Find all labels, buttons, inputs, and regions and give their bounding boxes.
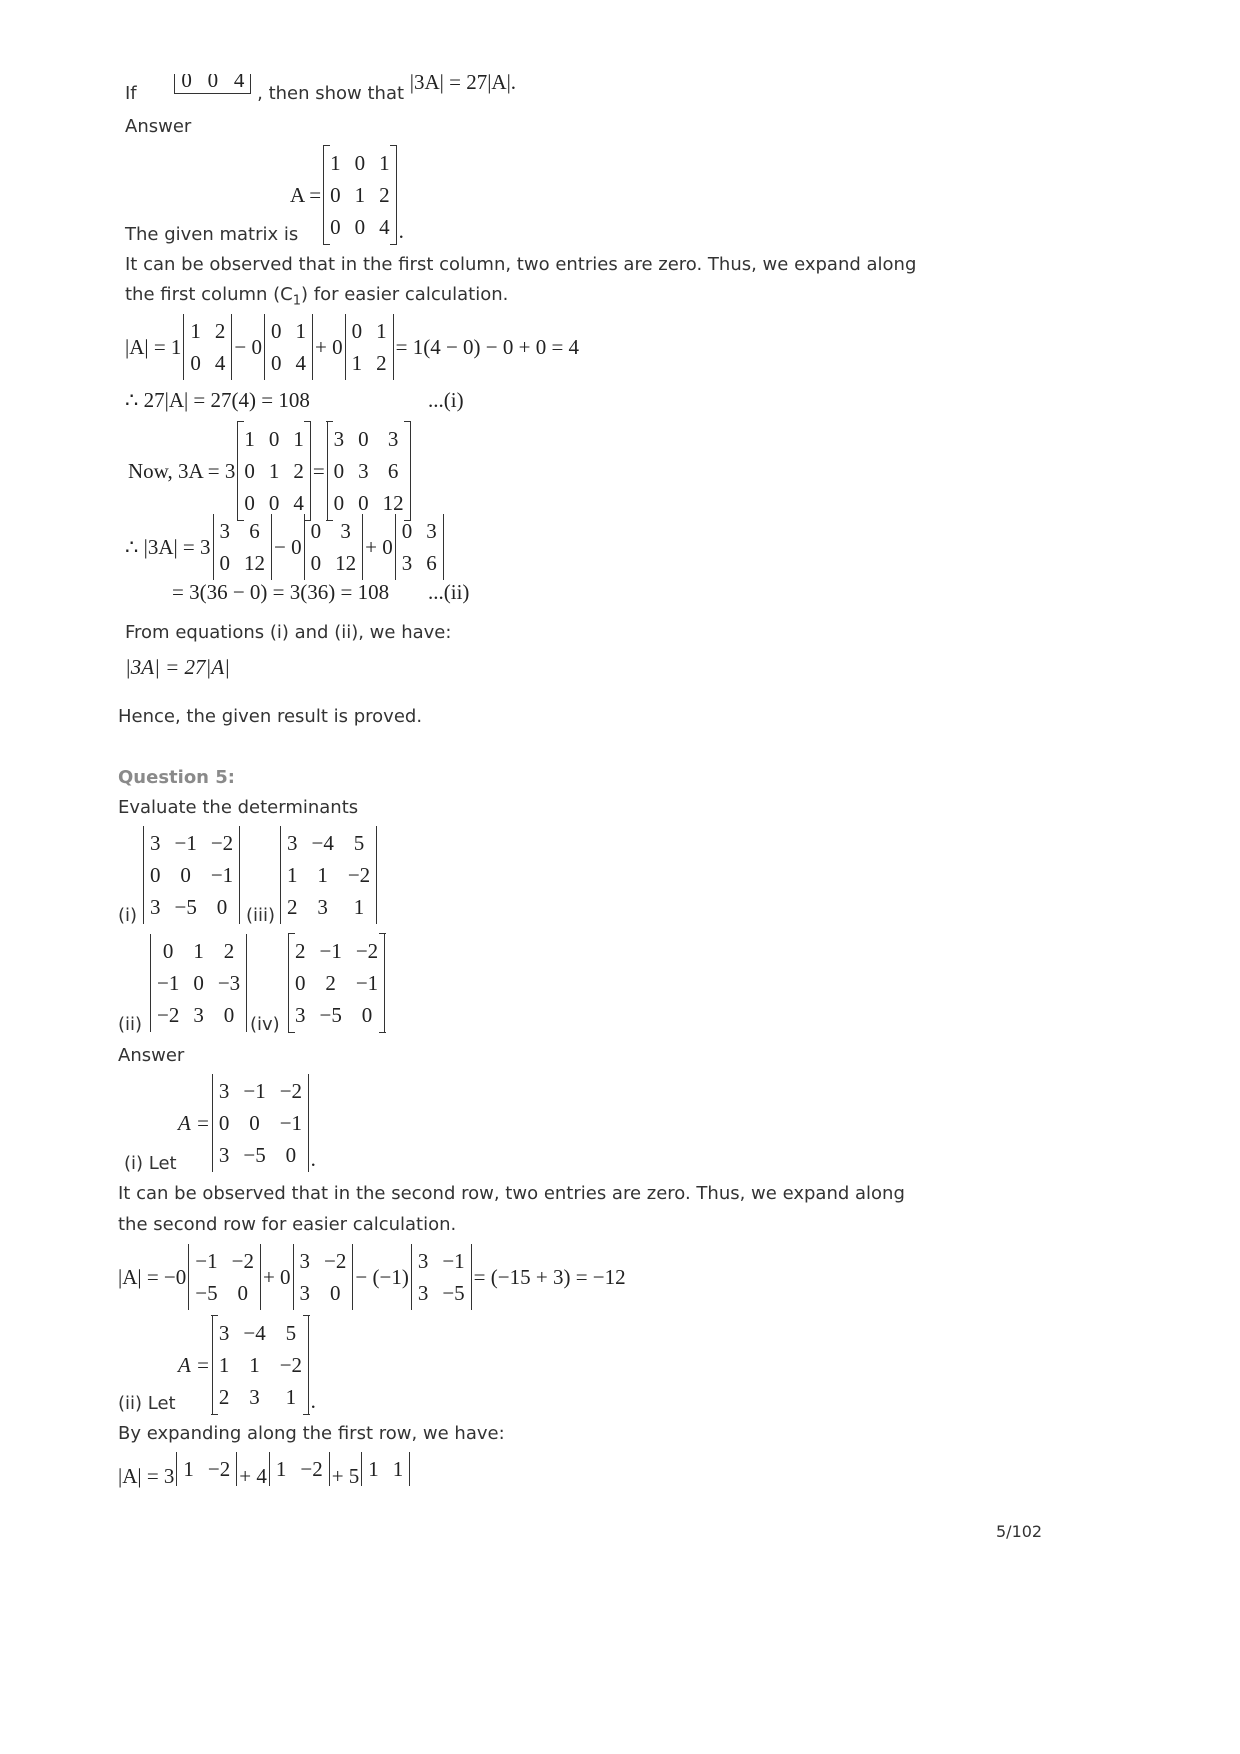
part-cell: 3 <box>150 831 161 855</box>
let-ii-cell: −2 <box>279 1353 303 1377</box>
det-i-lhs: |A| = −0 <box>118 1264 187 1289</box>
part-cell: 1 <box>287 863 298 887</box>
minor-2 <box>264 314 313 380</box>
matrix-3a-cell: 3 <box>387 427 399 451</box>
minor-3a-1 <box>213 514 273 580</box>
det-3a-lhs: ∴ |3A| = 3 <box>125 534 211 559</box>
det-ii-op-2: + 5 <box>331 1464 360 1488</box>
part-iii-det <box>280 826 377 924</box>
observation-2b: the second row for easier calculation. <box>118 1214 457 1235</box>
matrix-3a-cell: 3 <box>358 459 369 483</box>
let-ii-cell: 1 <box>249 1353 260 1377</box>
minor-1 <box>183 314 232 380</box>
part-cell: 0 <box>361 1003 373 1027</box>
part-cell: 1 <box>193 939 204 963</box>
part-cell: 3 <box>287 831 298 855</box>
minor-3a-3-cell: 6 <box>426 551 437 575</box>
minor-3 <box>345 314 394 380</box>
minor-3a-3-cell: 3 <box>426 519 437 543</box>
equation-i-tag: ...(i) <box>428 388 464 412</box>
let-ii-matrix <box>212 1316 309 1414</box>
observation-1b-text: the first column (C <box>125 284 293 305</box>
given-matrix-cell: 1 <box>379 151 390 175</box>
given-matrix-cell: 1 <box>354 183 366 207</box>
given-matrix-cell: 1 <box>330 151 341 175</box>
det-result: = 1(4 − 0) − 0 + 0 = 4 <box>395 334 580 359</box>
part-cell: 0 <box>162 939 174 963</box>
equation-i <box>125 388 310 413</box>
part-cell: 3 <box>150 895 161 919</box>
det-ii-minor-1 <box>176 1452 237 1486</box>
matrix-3a-cell: 0 <box>333 491 345 515</box>
det-i-minor-1-cell: −5 <box>195 1281 218 1305</box>
det-ii-minor-3-cell: 1 <box>392 1457 404 1481</box>
minor-1-cell: 4 <box>214 351 226 375</box>
det-ii-minor-2-cell: −2 <box>300 1457 323 1481</box>
equation-ii: = 3(36 − 0) = 3(36) = 108 <box>172 580 390 604</box>
matrix-lhs: A = <box>290 182 322 207</box>
det-ii-minor-2-cell: 1 <box>275 1457 287 1481</box>
minor-1-cell: 0 <box>190 351 201 375</box>
minor-2-cell: 0 <box>271 319 282 343</box>
equals-sign: = <box>312 458 325 483</box>
subscript-1: 1 <box>292 293 302 309</box>
det-expansion <box>125 314 579 380</box>
equation-i-text: ∴ 27|A| = 27(4) = 108 <box>125 388 310 412</box>
matrix-a-cell: 1 <box>293 427 304 451</box>
matrix-part-iv <box>288 934 385 1032</box>
matrix-a <box>237 422 311 520</box>
part-cell: −2 <box>347 863 371 887</box>
minor-3a-2 <box>304 514 364 580</box>
matrix-3a-cell: 12 <box>382 491 404 515</box>
let-ii-dot: . <box>311 1389 317 1413</box>
observation-1c-text: ) for easier calculation. <box>301 284 509 305</box>
claim-formula: |3A| = 27|A|. <box>409 74 517 94</box>
part-cell: 0 <box>295 971 306 995</box>
part-cell: 2 <box>325 971 336 995</box>
part-label-iv: (iv) <box>250 1014 280 1035</box>
given-matrix-cell: 0 <box>354 151 366 175</box>
part-label-iii: (iii) <box>246 905 276 926</box>
given-matrix-cell: 4 <box>379 215 390 239</box>
op-2: + 0 <box>315 334 343 359</box>
det-3a-block <box>125 514 444 580</box>
part-cell: 3 <box>193 1003 204 1027</box>
three-a-block <box>128 422 411 520</box>
part-cell: 1 <box>317 863 328 887</box>
det-i-minor-1 <box>188 1244 261 1310</box>
minor-3a-1-cell: 3 <box>219 519 231 543</box>
let-ii-lhs: A = <box>178 1352 210 1377</box>
part-cell: −1 <box>319 939 342 963</box>
minor-3a-2-cell: 0 <box>310 551 322 575</box>
matrix-3a <box>327 422 411 520</box>
let-i-cell: 0 <box>285 1143 297 1167</box>
part-cell: −5 <box>319 1003 342 1027</box>
let-ii-cell: 1 <box>285 1385 297 1409</box>
det-ii-minor-3-cell: 1 <box>368 1457 379 1481</box>
part-cell: −2 <box>210 831 234 855</box>
hence-proved: Hence, the given result is proved. <box>118 706 423 727</box>
matrix-a-cell: 0 <box>244 491 255 515</box>
part-cell: 1 <box>353 895 365 919</box>
det-lhs: |A| = 1 <box>125 334 182 359</box>
minor-1-cell: 2 <box>214 319 226 343</box>
minor-3a-2-cell: 0 <box>310 519 322 543</box>
matrix-a-cell: 4 <box>293 491 304 515</box>
part-cell: 3 <box>317 895 328 919</box>
det-i-result: = (−15 + 3) = −12 <box>473 1264 626 1289</box>
let-i-cell: 0 <box>249 1111 260 1135</box>
matrix-a-cell: 0 <box>268 491 280 515</box>
minor-3-cell: 2 <box>376 351 387 375</box>
part-cell: −1 <box>157 971 180 995</box>
minor-1-cell: 1 <box>190 319 201 343</box>
det-ii-lhs: |A| = 3 <box>118 1464 175 1488</box>
observation-1b <box>125 284 508 309</box>
part-cell: 5 <box>353 831 365 855</box>
part-iv-matrix <box>288 934 385 1032</box>
part-cell: 0 <box>150 863 161 887</box>
part-cell: −1 <box>210 863 234 887</box>
answer-label: Answer <box>125 116 192 137</box>
let-i-det <box>212 1074 309 1172</box>
matrix-3a-cell: 0 <box>358 491 369 515</box>
minor-3-cell: 1 <box>351 351 363 375</box>
matrix-3a-cell: 0 <box>358 427 369 451</box>
det-i-minor-1-cell: −2 <box>231 1249 254 1273</box>
part-cell: −2 <box>157 1003 180 1027</box>
det-ii-partial <box>118 1452 410 1490</box>
let-i-cell: −5 <box>243 1143 266 1167</box>
from-equations: From equations (i) and (ii), we have: <box>125 622 452 643</box>
let-i-cell: −1 <box>243 1079 266 1103</box>
part-cell: −2 <box>355 939 379 963</box>
det-part-i <box>143 826 240 924</box>
partial-matrix: 0 0 4 <box>174 74 251 94</box>
part-cell: 2 <box>295 939 306 963</box>
let-i-caption: (i) Let <box>124 1153 177 1174</box>
det-i-minor-1-cell: 0 <box>237 1281 249 1305</box>
det-ii-minor-1-cell: 1 <box>183 1457 194 1481</box>
minor-3a-1-cell: 6 <box>249 519 260 543</box>
let-i-cell: −1 <box>279 1111 303 1135</box>
det-i-minor-3-cell: −5 <box>442 1281 465 1305</box>
det-ii-op-1: + 4 <box>239 1464 267 1488</box>
let-i-cell: −2 <box>279 1079 303 1103</box>
let-i-block <box>178 1074 316 1172</box>
matrix-3a-cell: 0 <box>333 459 345 483</box>
let-ii-block <box>178 1316 316 1414</box>
part-cell: −5 <box>174 895 197 919</box>
if-word: If <box>125 83 137 104</box>
det-i-minor-3 <box>411 1244 472 1310</box>
matrix-3a-cell: 3 <box>333 427 345 451</box>
det-part-iii <box>280 826 377 924</box>
matrix-a-cell: 1 <box>244 427 255 451</box>
let-i-cell: 0 <box>218 1111 230 1135</box>
given-matrix <box>323 146 397 244</box>
minor-3a-3 <box>395 514 444 580</box>
page-number: 5/102 <box>996 1522 1043 1541</box>
observation-2: It can be observed that in the second row, two entries are zero. Thus, we expand along <box>118 1183 905 1204</box>
let-i-cell: 3 <box>218 1079 230 1103</box>
minor-2-cell: 4 <box>295 351 307 375</box>
matrix-3a-cell: 6 <box>387 459 399 483</box>
minor-3a-3-cell: 3 <box>401 551 413 575</box>
then-show-text: , then show that <box>257 83 405 104</box>
given-matrix-cell: 0 <box>330 183 341 207</box>
given-matrix-cell: 0 <box>354 215 366 239</box>
given-matrix-block <box>290 146 404 244</box>
given-matrix-cell: 0 <box>330 215 341 239</box>
part-cell: −4 <box>311 831 334 855</box>
minor-3a-2-cell: 12 <box>335 551 357 575</box>
observation-1: It can be observed that in the first column, two entries are zero. Thus, we expand along <box>125 254 917 275</box>
part-cell: 2 <box>223 939 235 963</box>
given-matrix-caption: The given matrix is <box>125 224 299 245</box>
part-cell: −3 <box>217 971 241 995</box>
question-5-heading: Question 5: <box>118 767 235 788</box>
matrix-dot: . <box>398 219 404 243</box>
minor-3a-2-cell: 3 <box>340 519 351 543</box>
det-i-minor-2 <box>293 1244 354 1310</box>
det-i-op-1: + 0 <box>262 1264 291 1289</box>
minor-3-cell: 0 <box>351 319 363 343</box>
det-i-minor-1-cell: −1 <box>195 1249 218 1273</box>
det-i-minor-3-cell: −1 <box>442 1249 465 1273</box>
matrix-a-cell: 0 <box>244 459 255 483</box>
part-cell: 0 <box>223 1003 235 1027</box>
det-i-op-2: − (−1) <box>355 1264 409 1289</box>
part-i-det <box>143 826 240 924</box>
matrix-a-cell: 1 <box>268 459 280 483</box>
det-ii-minor-2 <box>269 1452 330 1486</box>
part-label-ii: (ii) <box>118 1014 143 1035</box>
part-cell: 3 <box>295 1003 306 1027</box>
det-part-ii <box>150 934 247 1032</box>
question-5-prompt: Evaluate the determinants <box>118 797 359 818</box>
det-i-minor-3-cell: 3 <box>417 1249 429 1273</box>
let-ii-cell: 3 <box>218 1321 230 1345</box>
minor-3a-1-cell: 0 <box>219 551 231 575</box>
expand-first-row: By expanding along the first row, we have: <box>118 1423 505 1444</box>
part-cell: 0 <box>180 863 191 887</box>
op-3a-2: + 0 <box>365 534 393 559</box>
part-ii-det <box>150 934 247 1032</box>
minor-3a-1-cell: 12 <box>244 551 266 575</box>
conclusion-formula: |3A| = 27|A| <box>125 655 230 679</box>
minor-3a-3-cell: 0 <box>401 519 413 543</box>
let-i-dot: . <box>311 1147 317 1171</box>
answer-label-2: Answer <box>118 1045 185 1066</box>
part-cell: 0 <box>193 971 204 995</box>
part-label-i: (i) <box>118 905 138 926</box>
minor-3-cell: 1 <box>376 319 387 343</box>
matrix-a-cell: 2 <box>293 459 304 483</box>
let-ii-cell: 3 <box>249 1385 260 1409</box>
given-matrix-cell: 2 <box>379 183 390 207</box>
top-line <box>125 74 516 108</box>
det-i-minor-3-cell: 3 <box>417 1281 429 1305</box>
let-ii-cell: 5 <box>285 1321 297 1345</box>
let-ii-cell: −4 <box>243 1321 266 1345</box>
det-i-minor-2-cell: 0 <box>329 1281 341 1305</box>
matrix-a-cell: 0 <box>268 427 280 451</box>
op-1: − 0 <box>234 334 263 359</box>
det-ii-minor-1-cell: −2 <box>207 1457 231 1481</box>
let-ii-cell: 1 <box>218 1353 230 1377</box>
det-i-minor-2-cell: 3 <box>299 1281 311 1305</box>
det-i-minor-2-cell: 3 <box>299 1249 311 1273</box>
minor-2-cell: 1 <box>295 319 307 343</box>
part-cell: −1 <box>355 971 379 995</box>
part-cell: −1 <box>174 831 197 855</box>
minor-2-cell: 0 <box>271 351 282 375</box>
three-a-lhs: Now, 3A = 3 <box>128 458 236 483</box>
part-cell: 2 <box>287 895 298 919</box>
equation-ii-tag: ...(ii) <box>428 580 470 604</box>
op-3a-1: − 0 <box>274 534 302 559</box>
det-ii-minor-3 <box>361 1452 410 1486</box>
part-cell: 0 <box>216 895 228 919</box>
let-ii-cell: 2 <box>218 1385 230 1409</box>
let-ii-caption: (ii) Let <box>118 1393 176 1414</box>
let-i-lhs: A = <box>178 1110 210 1135</box>
det-i-block <box>118 1244 626 1310</box>
det-i-minor-2-cell: −2 <box>324 1249 347 1273</box>
let-i-cell: 3 <box>218 1143 230 1167</box>
